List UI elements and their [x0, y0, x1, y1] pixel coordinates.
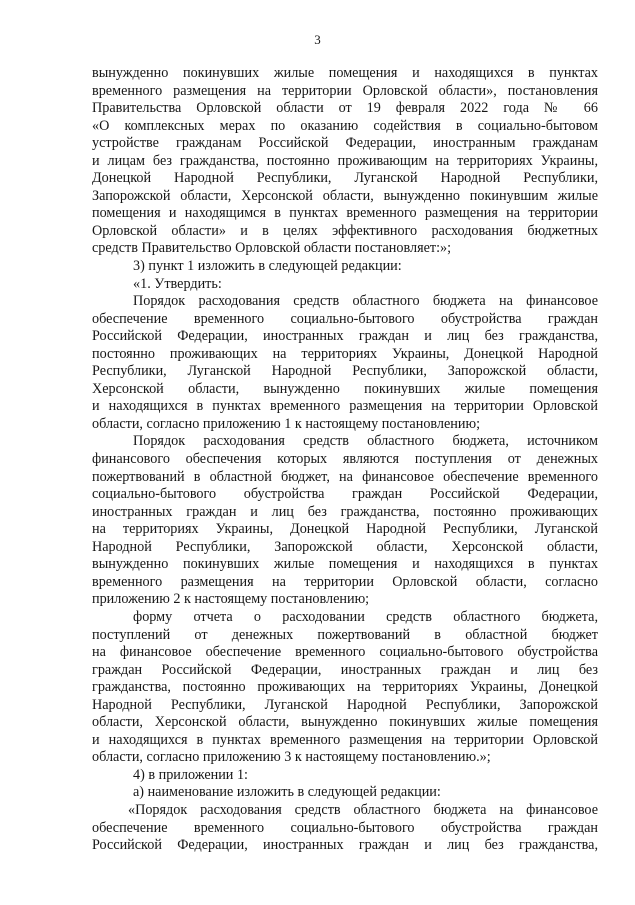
text-line: «Порядок расходования средств областного бюджета на финансовое [128, 801, 598, 818]
text-line: устройстве гражданам Российской Федерации, иностранным гражданам [92, 135, 598, 152]
text-line: Российской Федерации, иностранных граждан и лиц без гражданства, [92, 328, 598, 345]
text-line: Порядок расходования средств областного бюджета на финансовое [133, 293, 598, 310]
text-line: вынужденно покинувших жилые помещения и находящихся в пунктах [92, 65, 598, 81]
text-line: «1. Утвердить: [133, 275, 222, 292]
text-line: и находящихся в пунктах временного размещения на территории Орловской [92, 398, 598, 415]
text-line: «О комплексных мерах по оказанию содействия в социально-бытовом [92, 117, 598, 134]
text-line: области, Херсонской области, вынужденно покинувших жилые помещения [92, 714, 598, 731]
text-line: Донецкой Народной Республики, Луганской Народной Республики, [92, 170, 598, 187]
text-line: области, согласно приложению 3 к настоящему постановлению.»; [92, 749, 491, 766]
text-line: Республики, Луганской Народной Республики, Запорожской области, [92, 363, 598, 380]
text-line: и лицам без гражданства, постоянно проживающим на территориях Украины, [92, 152, 598, 169]
document-body [92, 65, 598, 855]
text-line: финансового обеспечения которых являются поступления от денежных [92, 451, 598, 468]
text-line: области, согласно приложению 1 к настоящему постановлению; [92, 415, 481, 432]
text-line: временного размещения на территории Орловской области», постановления [92, 82, 598, 99]
text-line: Порядок расходования средств областного бюджета, источником [133, 433, 598, 450]
text-line: Народной Республики, Запорожской области, Херсонской области, [92, 538, 598, 555]
text-line: 4) в приложении 1: [133, 766, 248, 783]
text-line: Народной Республики, Луганской Народной Республики, Запорожской [92, 696, 598, 713]
text-line: 3) пункт 1 изложить в следующей редакции: [133, 258, 402, 275]
text-line: социально-бытового обустройства граждан Российской Федерации, [92, 486, 598, 503]
text-line: Орловской области» и в целях эффективного расходования бюджетных [92, 222, 598, 239]
text-line: Правительства Орловской области от 19 февраля 2022 года № 66 [92, 100, 598, 117]
text-line: средств Правительство Орловской области постановляет:»; [92, 240, 452, 257]
text-line: постоянно проживающих на территориях Украины, Донецкой Народной [92, 345, 598, 362]
text-line: на финансовое обеспечение временного социально-бытового обустройства [92, 644, 598, 661]
page-number: 3 [314, 32, 321, 47]
text-line: вынужденно покинувших жилые помещения и находящихся в пунктах [92, 556, 598, 573]
text-line: форму отчета о расходовании средств областного бюджета, [133, 608, 598, 625]
text-line: приложению 2 к настоящему постановлению; [92, 591, 370, 608]
text-line: временного размещения на территории Орловской области, согласно [92, 573, 598, 590]
text-line: а) наименование изложить в следующей редакции: [133, 784, 441, 801]
text-line: пожертвований в областной бюджет, на финансовое обеспечение временного [92, 468, 598, 485]
text-line: помещения и находящимся в пунктах временного размещения на территории [92, 205, 598, 222]
text-line: обеспечение временного социально-бытового обустройства граждан [92, 819, 598, 836]
text-line: обеспечение временного социально-бытового обустройства граждан [92, 310, 598, 327]
text-line: Херсонской области, вынужденно покинувших жилые помещения [92, 380, 598, 397]
text-line: гражданства, постоянно проживающих на территориях Украины, Донецкой [92, 679, 598, 696]
text-line: граждан Российской Федерации, иностранных граждан и лиц без [92, 661, 598, 678]
text-line: на территориях Украины, Донецкой Народной Республики, Луганской [92, 521, 598, 538]
text-line: Российской Федерации, иностранных граждан и лиц без гражданства, [92, 837, 598, 854]
text-line: поступлений от денежных пожертвований в областной бюджет [92, 626, 598, 643]
text-line: Запорожской области, Херсонской области, вынужденно покинувшим жилые [92, 187, 598, 204]
text-line: и находящихся в пунктах временного размещения на территории Орловской [92, 731, 598, 748]
text-line: иностранных граждан и лиц без гражданства, постоянно проживающих [92, 503, 598, 520]
